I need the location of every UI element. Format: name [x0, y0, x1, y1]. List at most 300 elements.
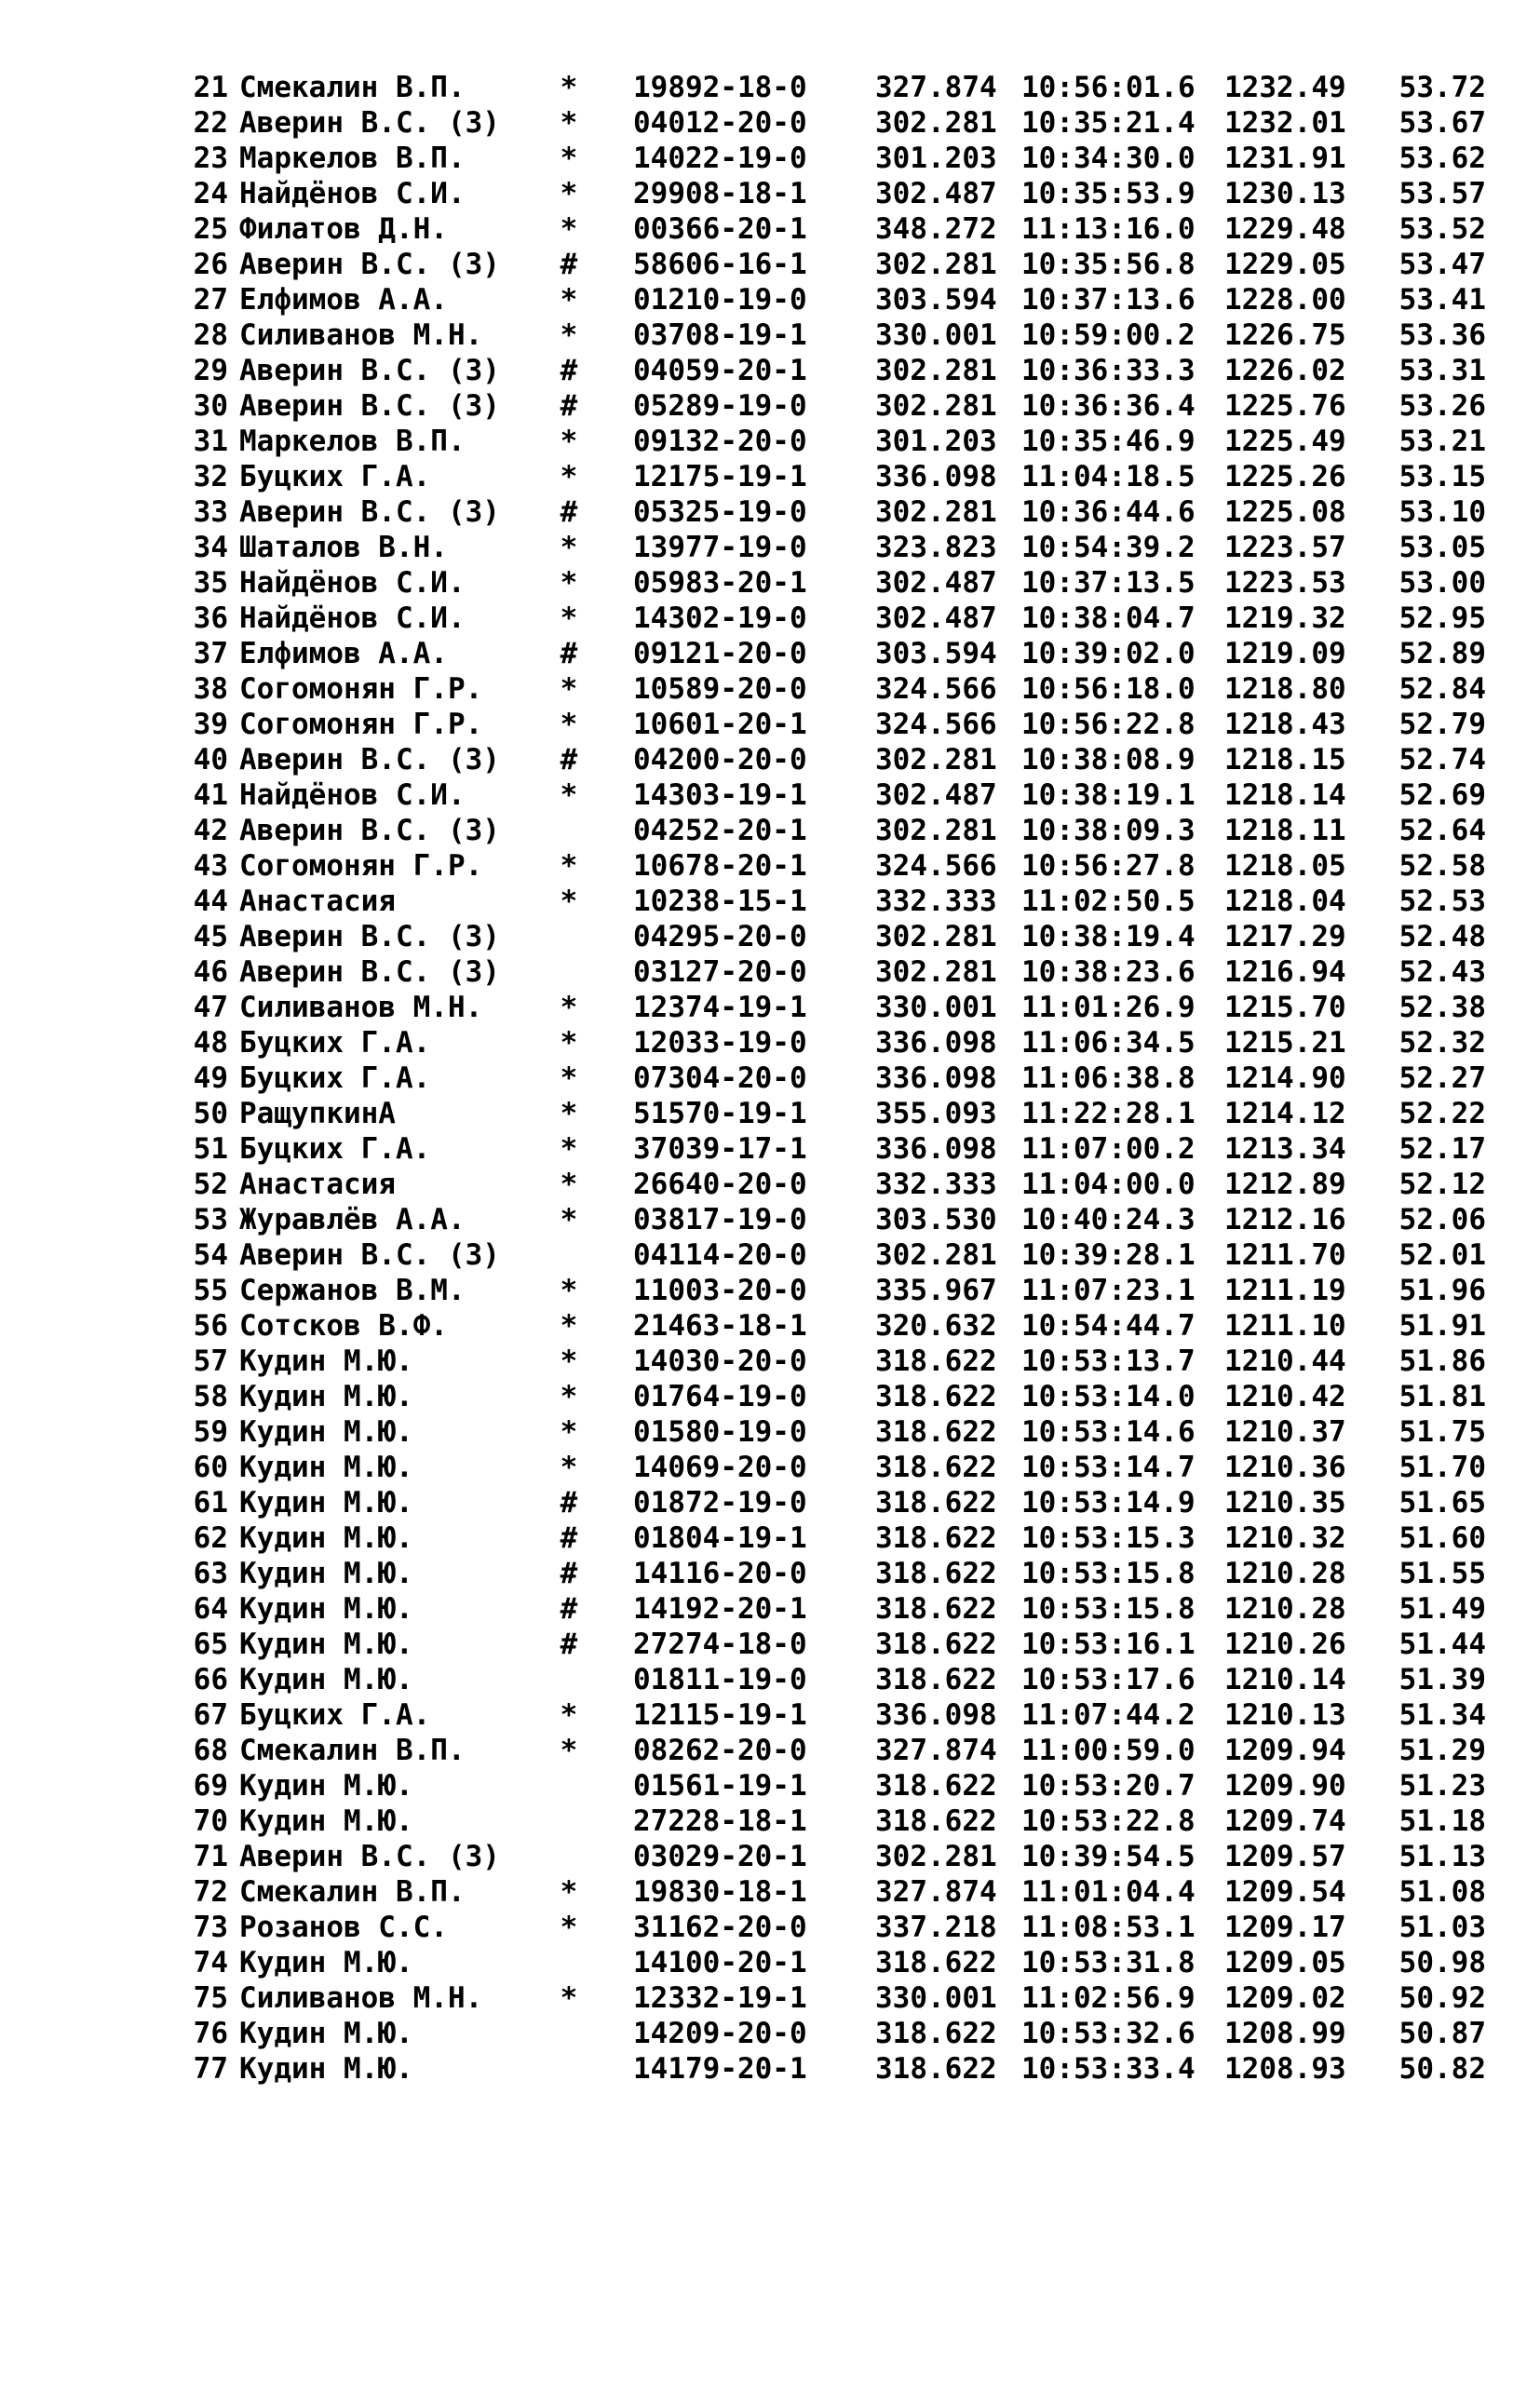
entry-mark: *: [560, 1026, 578, 1060]
ring-number: 27274-18-0: [633, 1628, 807, 1661]
speed-value: 1214.90: [1224, 1061, 1346, 1095]
ring-number: 04012-20-0: [633, 106, 807, 140]
entry-mark: *: [560, 283, 578, 317]
table-row: [183, 1025, 1486, 1061]
entry-mark: *: [560, 106, 578, 140]
ring-number: 05289-19-0: [633, 389, 807, 423]
points-value: 53.57: [1398, 177, 1486, 210]
distance-value: 318.622: [875, 1380, 997, 1413]
points-value: 52.22: [1398, 1097, 1486, 1130]
distance-value: 355.093: [875, 1097, 997, 1130]
speed-value: 1211.70: [1224, 1238, 1346, 1272]
speed-value: 1210.13: [1224, 1698, 1346, 1732]
place-number: 29: [193, 354, 228, 387]
place-number: 34: [193, 531, 228, 564]
entry-mark: *: [560, 1274, 578, 1307]
table-row: [183, 1414, 1486, 1450]
entry-mark: #: [560, 1592, 578, 1626]
place-number: 27: [193, 283, 228, 317]
points-value: 53.52: [1398, 212, 1486, 246]
fancier-name: Маркелов В.П.: [239, 142, 466, 175]
arrival-time: 10:38:04.7: [1021, 601, 1196, 635]
arrival-time: 10:38:08.9: [1021, 743, 1196, 777]
speed-value: 1219.32: [1224, 601, 1346, 635]
fancier-name: Смекалин В.П.: [239, 1875, 466, 1909]
table-row: [183, 1520, 1486, 1556]
fancier-name: Аверин В.С. (З): [239, 1238, 500, 1272]
table-row: [183, 954, 1486, 990]
ring-number: 14192-20-1: [633, 1592, 807, 1626]
points-value: 52.17: [1398, 1132, 1486, 1166]
ring-number: 31162-20-0: [633, 1911, 807, 1944]
fancier-name: Маркелов В.П.: [239, 425, 466, 458]
arrival-time: 10:36:36.4: [1021, 389, 1196, 423]
table-row: [183, 1980, 1486, 2016]
table-row: [183, 2051, 1486, 2087]
speed-value: 1218.11: [1224, 814, 1346, 847]
entry-mark: *: [560, 1981, 578, 2015]
points-value: 53.67: [1398, 106, 1486, 140]
entry-mark: *: [560, 708, 578, 741]
fancier-name: Аверин В.С. (З): [239, 495, 500, 529]
speed-value: 1228.00: [1224, 283, 1346, 317]
distance-value: 323.823: [875, 531, 997, 564]
table-row: [183, 1485, 1486, 1520]
place-number: 23: [193, 142, 228, 175]
table-row: [183, 1379, 1486, 1414]
place-number: 37: [193, 637, 228, 670]
speed-value: 1218.14: [1224, 778, 1346, 812]
ring-number: 19830-18-1: [633, 1875, 807, 1909]
table-row: [183, 1839, 1486, 1874]
table-row: [183, 1131, 1486, 1167]
table-row: [183, 2016, 1486, 2051]
fancier-name: Аверин В.С. (З): [239, 248, 500, 281]
ring-number: 04114-20-0: [633, 1238, 807, 1272]
place-number: 77: [193, 2052, 228, 2086]
points-value: 51.44: [1398, 1628, 1486, 1661]
points-value: 51.29: [1398, 1734, 1486, 1767]
table-row: [183, 848, 1486, 884]
points-value: 50.98: [1398, 1946, 1486, 1979]
fancier-name: Аверин В.С. (З): [239, 389, 500, 423]
place-number: 56: [193, 1309, 228, 1343]
entry-mark: *: [560, 1309, 578, 1343]
entry-mark: #: [560, 1557, 578, 1590]
place-number: 53: [193, 1203, 228, 1236]
table-row: [183, 318, 1486, 353]
fancier-name: Кудин М.Ю.: [239, 1804, 413, 1838]
ring-number: 01580-19-0: [633, 1415, 807, 1449]
place-number: 47: [193, 991, 228, 1024]
place-number: 33: [193, 495, 228, 529]
ring-number: 14302-19-0: [633, 601, 807, 635]
place-number: 64: [193, 1592, 228, 1626]
speed-value: 1209.02: [1224, 1981, 1346, 2015]
ring-number: 27228-18-1: [633, 1804, 807, 1838]
distance-value: 336.098: [875, 1132, 997, 1166]
speed-value: 1210.32: [1224, 1521, 1346, 1555]
ring-number: 10238-15-1: [633, 885, 807, 918]
place-number: 28: [193, 318, 228, 352]
table-row: [183, 530, 1486, 565]
fancier-name: Найдёнов С.И.: [239, 566, 466, 600]
distance-value: 335.967: [875, 1274, 997, 1307]
distance-value: 318.622: [875, 1451, 997, 1484]
entry-mark: *: [560, 1380, 578, 1413]
fancier-name: Найдёнов С.И.: [239, 177, 466, 210]
speed-value: 1209.90: [1224, 1769, 1346, 1803]
place-number: 24: [193, 177, 228, 210]
fancier-name: Кудин М.Ю.: [239, 1451, 413, 1484]
place-number: 50: [193, 1097, 228, 1130]
ring-number: 04295-20-0: [633, 920, 807, 953]
arrival-time: 10:36:44.6: [1021, 495, 1196, 529]
arrival-time: 11:04:00.0: [1021, 1168, 1196, 1201]
entry-mark: *: [560, 212, 578, 246]
place-number: 54: [193, 1238, 228, 1272]
entry-mark: *: [560, 1061, 578, 1095]
ring-number: 13977-19-0: [633, 531, 807, 564]
speed-value: 1208.99: [1224, 2017, 1346, 2050]
entry-mark: #: [560, 1521, 578, 1555]
place-number: 35: [193, 566, 228, 600]
fancier-name: Смекалин В.П.: [239, 1734, 466, 1767]
table-row: [183, 1804, 1486, 1839]
place-number: 73: [193, 1911, 228, 1944]
fancier-name: Аверин В.С. (З): [239, 955, 500, 989]
table-row: [183, 707, 1486, 742]
arrival-time: 10:53:32.6: [1021, 2017, 1196, 2050]
entry-mark: #: [560, 389, 578, 423]
ring-number: 12374-19-1: [633, 991, 807, 1024]
points-value: 51.75: [1398, 1415, 1486, 1449]
distance-value: 330.001: [875, 991, 997, 1024]
distance-value: 330.001: [875, 318, 997, 352]
table-row: [183, 247, 1486, 282]
points-value: 52.53: [1398, 885, 1486, 918]
place-number: 58: [193, 1380, 228, 1413]
distance-value: 301.203: [875, 142, 997, 175]
distance-value: 318.622: [875, 2017, 997, 2050]
fancier-name: Елфимов А.А.: [239, 283, 448, 317]
fancier-name: Анастасия: [239, 885, 396, 918]
table-row: [183, 919, 1486, 954]
points-value: 52.32: [1398, 1026, 1486, 1060]
arrival-time: 10:36:33.3: [1021, 354, 1196, 387]
place-number: 22: [193, 106, 228, 140]
points-value: 52.74: [1398, 743, 1486, 777]
points-value: 53.41: [1398, 283, 1486, 317]
fancier-name: Кудин М.Ю.: [239, 1946, 413, 1979]
points-value: 50.92: [1398, 1981, 1486, 2015]
points-value: 52.84: [1398, 672, 1486, 706]
speed-value: 1217.29: [1224, 920, 1346, 953]
points-value: 52.01: [1398, 1238, 1486, 1272]
ring-number: 01872-19-0: [633, 1486, 807, 1520]
entry-mark: *: [560, 1415, 578, 1449]
place-number: 36: [193, 601, 228, 635]
ring-number: 01804-19-1: [633, 1521, 807, 1555]
table-row: [183, 1237, 1486, 1273]
points-value: 51.91: [1398, 1309, 1486, 1343]
entry-mark: *: [560, 601, 578, 635]
speed-value: 1208.93: [1224, 2052, 1346, 2086]
arrival-time: 10:53:33.4: [1021, 2052, 1196, 2086]
ring-number: 01764-19-0: [633, 1380, 807, 1413]
fancier-name: Найдёнов С.И.: [239, 778, 466, 812]
distance-value: 302.487: [875, 778, 997, 812]
distance-value: 302.281: [875, 248, 997, 281]
distance-value: 302.281: [875, 743, 997, 777]
arrival-time: 10:56:27.8: [1021, 849, 1196, 883]
distance-value: 336.098: [875, 460, 997, 493]
entry-mark: *: [560, 1911, 578, 1944]
speed-value: 1223.57: [1224, 531, 1346, 564]
place-number: 67: [193, 1698, 228, 1732]
points-value: 53.47: [1398, 248, 1486, 281]
distance-value: 318.622: [875, 1946, 997, 1979]
ring-number: 29908-18-1: [633, 177, 807, 210]
fancier-name: Буцких Г.А.: [239, 1698, 431, 1732]
ring-number: 00366-20-1: [633, 212, 807, 246]
table-row: [183, 1273, 1486, 1308]
arrival-time: 10:35:21.4: [1021, 106, 1196, 140]
speed-value: 1218.04: [1224, 885, 1346, 918]
arrival-time: 10:38:19.1: [1021, 778, 1196, 812]
speed-value: 1214.12: [1224, 1097, 1346, 1130]
entry-mark: *: [560, 1203, 578, 1236]
entry-mark: *: [560, 566, 578, 600]
ring-number: 10678-20-1: [633, 849, 807, 883]
speed-value: 1210.26: [1224, 1628, 1346, 1661]
ring-number: 12175-19-1: [633, 460, 807, 493]
place-number: 48: [193, 1026, 228, 1060]
ring-number: 37039-17-1: [633, 1132, 807, 1166]
distance-value: 302.281: [875, 106, 997, 140]
arrival-time: 10:53:14.9: [1021, 1486, 1196, 1520]
arrival-time: 11:06:38.8: [1021, 1061, 1196, 1095]
place-number: 72: [193, 1875, 228, 1909]
distance-value: 318.622: [875, 1344, 997, 1378]
ring-number: 01561-19-1: [633, 1769, 807, 1803]
arrival-time: 10:53:13.7: [1021, 1344, 1196, 1378]
ring-number: 14303-19-1: [633, 778, 807, 812]
fancier-name: Сотсков В.Ф.: [239, 1309, 448, 1343]
table-row: [183, 1344, 1486, 1379]
fancier-name: Анастасия: [239, 1168, 396, 1201]
fancier-name: Кудин М.Ю.: [239, 1769, 413, 1803]
arrival-time: 11:08:53.1: [1021, 1911, 1196, 1944]
entry-mark: *: [560, 1168, 578, 1201]
speed-value: 1210.36: [1224, 1451, 1346, 1484]
place-number: 44: [193, 885, 228, 918]
ring-number: 14030-20-0: [633, 1344, 807, 1378]
points-value: 51.03: [1398, 1911, 1486, 1944]
table-row: [183, 1202, 1486, 1237]
ring-number: 04252-20-1: [633, 814, 807, 847]
distance-value: 301.203: [875, 425, 997, 458]
ring-number: 12332-19-1: [633, 1981, 807, 2015]
place-number: 60: [193, 1451, 228, 1484]
entry-mark: #: [560, 743, 578, 777]
points-value: 53.62: [1398, 142, 1486, 175]
fancier-name: Кудин М.Ю.: [239, 1628, 413, 1661]
entry-mark: #: [560, 354, 578, 387]
distance-value: 318.622: [875, 1592, 997, 1626]
entry-mark: *: [560, 672, 578, 706]
table-row: [183, 1556, 1486, 1591]
distance-value: 327.874: [875, 1734, 997, 1767]
ring-number: 21463-18-1: [633, 1309, 807, 1343]
results-table: [183, 70, 1486, 2087]
distance-value: 330.001: [875, 1981, 997, 2015]
place-number: 21: [193, 71, 228, 104]
points-value: 51.18: [1398, 1804, 1486, 1838]
ring-number: 10601-20-1: [633, 708, 807, 741]
fancier-name: Розанов С.С.: [239, 1911, 448, 1944]
points-value: 52.38: [1398, 991, 1486, 1024]
entry-mark: #: [560, 637, 578, 670]
table-row: [183, 176, 1486, 211]
distance-value: 302.281: [875, 495, 997, 529]
arrival-time: 10:53:15.3: [1021, 1521, 1196, 1555]
arrival-time: 10:37:13.6: [1021, 283, 1196, 317]
points-value: 51.96: [1398, 1274, 1486, 1307]
distance-value: 318.622: [875, 1486, 997, 1520]
points-value: 52.43: [1398, 955, 1486, 989]
points-value: 51.34: [1398, 1698, 1486, 1732]
distance-value: 318.622: [875, 1521, 997, 1555]
entry-mark: *: [560, 1451, 578, 1484]
speed-value: 1213.34: [1224, 1132, 1346, 1166]
arrival-time: 11:04:18.5: [1021, 460, 1196, 493]
points-value: 51.70: [1398, 1451, 1486, 1484]
ring-number: 09121-20-0: [633, 637, 807, 670]
table-row: [183, 601, 1486, 636]
fancier-name: Сержанов В.М.: [239, 1274, 466, 1307]
speed-value: 1211.19: [1224, 1274, 1346, 1307]
fancier-name: Буцких Г.А.: [239, 460, 431, 493]
arrival-time: 11:07:00.2: [1021, 1132, 1196, 1166]
distance-value: 324.566: [875, 849, 997, 883]
speed-value: 1210.28: [1224, 1557, 1346, 1590]
table-row: [183, 1061, 1486, 1096]
ring-number: 01210-19-0: [633, 283, 807, 317]
speed-value: 1219.09: [1224, 637, 1346, 670]
arrival-time: 10:35:46.9: [1021, 425, 1196, 458]
fancier-name: Филатов Д.Н.: [239, 212, 448, 246]
speed-value: 1209.54: [1224, 1875, 1346, 1909]
arrival-time: 11:07:44.2: [1021, 1698, 1196, 1732]
speed-value: 1215.70: [1224, 991, 1346, 1024]
fancier-name: Аверин В.С. (З): [239, 106, 500, 140]
ring-number: 19892-18-0: [633, 71, 807, 104]
points-value: 53.00: [1398, 566, 1486, 600]
speed-value: 1229.05: [1224, 248, 1346, 281]
speed-value: 1225.49: [1224, 425, 1346, 458]
arrival-time: 10:53:15.8: [1021, 1592, 1196, 1626]
ring-number: 04200-20-0: [633, 743, 807, 777]
distance-value: 302.487: [875, 566, 997, 600]
distance-value: 336.098: [875, 1026, 997, 1060]
place-number: 66: [193, 1663, 228, 1696]
place-number: 40: [193, 743, 228, 777]
fancier-name: Кудин М.Ю.: [239, 1415, 413, 1449]
arrival-time: 10:53:14.0: [1021, 1380, 1196, 1413]
distance-value: 318.622: [875, 1628, 997, 1661]
place-number: 59: [193, 1415, 228, 1449]
distance-value: 327.874: [875, 1875, 997, 1909]
place-number: 74: [193, 1946, 228, 1979]
table-row: [183, 1167, 1486, 1202]
entry-mark: *: [560, 1698, 578, 1732]
entry-mark: #: [560, 1486, 578, 1520]
arrival-time: 11:22:28.1: [1021, 1097, 1196, 1130]
speed-value: 1232.01: [1224, 106, 1346, 140]
place-number: 51: [193, 1132, 228, 1166]
fancier-name: Аверин В.С. (З): [239, 920, 500, 953]
arrival-time: 11:07:23.1: [1021, 1274, 1196, 1307]
distance-value: 318.622: [875, 1804, 997, 1838]
speed-value: 1218.15: [1224, 743, 1346, 777]
fancier-name: Аверин В.С. (З): [239, 814, 500, 847]
ring-number: 03817-19-0: [633, 1203, 807, 1236]
place-number: 45: [193, 920, 228, 953]
speed-value: 1225.08: [1224, 495, 1346, 529]
fancier-name: Силиванов М.Н.: [239, 991, 483, 1024]
arrival-time: 10:39:02.0: [1021, 637, 1196, 670]
distance-value: 302.281: [875, 955, 997, 989]
ring-number: 14209-20-0: [633, 2017, 807, 2050]
speed-value: 1232.49: [1224, 71, 1346, 104]
distance-value: 320.632: [875, 1309, 997, 1343]
distance-value: 332.333: [875, 885, 997, 918]
fancier-name: Согомонян Г.Р.: [239, 708, 483, 741]
entry-mark: *: [560, 71, 578, 104]
distance-value: 302.281: [875, 389, 997, 423]
speed-value: 1210.42: [1224, 1380, 1346, 1413]
distance-value: 303.530: [875, 1203, 997, 1236]
arrival-time: 10:59:00.2: [1021, 318, 1196, 352]
arrival-time: 11:02:50.5: [1021, 885, 1196, 918]
entry-mark: *: [560, 1875, 578, 1909]
speed-value: 1212.16: [1224, 1203, 1346, 1236]
place-number: 49: [193, 1061, 228, 1095]
fancier-name: Силиванов М.Н.: [239, 1981, 483, 2015]
fancier-name: Смекалин В.П.: [239, 71, 466, 104]
entry-mark: *: [560, 1132, 578, 1166]
table-row: [183, 70, 1486, 105]
arrival-time: 10:53:31.8: [1021, 1946, 1196, 1979]
speed-value: 1209.94: [1224, 1734, 1346, 1767]
distance-value: 302.487: [875, 601, 997, 635]
points-value: 51.86: [1398, 1344, 1486, 1378]
arrival-time: 10:56:22.8: [1021, 708, 1196, 741]
place-number: 75: [193, 1981, 228, 2015]
arrival-time: 10:35:53.9: [1021, 177, 1196, 210]
speed-value: 1209.17: [1224, 1911, 1346, 1944]
distance-value: 303.594: [875, 637, 997, 670]
entry-mark: #: [560, 248, 578, 281]
table-row: [183, 1874, 1486, 1910]
ring-number: 10589-20-0: [633, 672, 807, 706]
entry-mark: #: [560, 1628, 578, 1661]
fancier-name: Найдёнов С.И.: [239, 601, 466, 635]
arrival-time: 10:39:54.5: [1021, 1840, 1196, 1873]
distance-value: 337.218: [875, 1911, 997, 1944]
table-row: [183, 990, 1486, 1025]
